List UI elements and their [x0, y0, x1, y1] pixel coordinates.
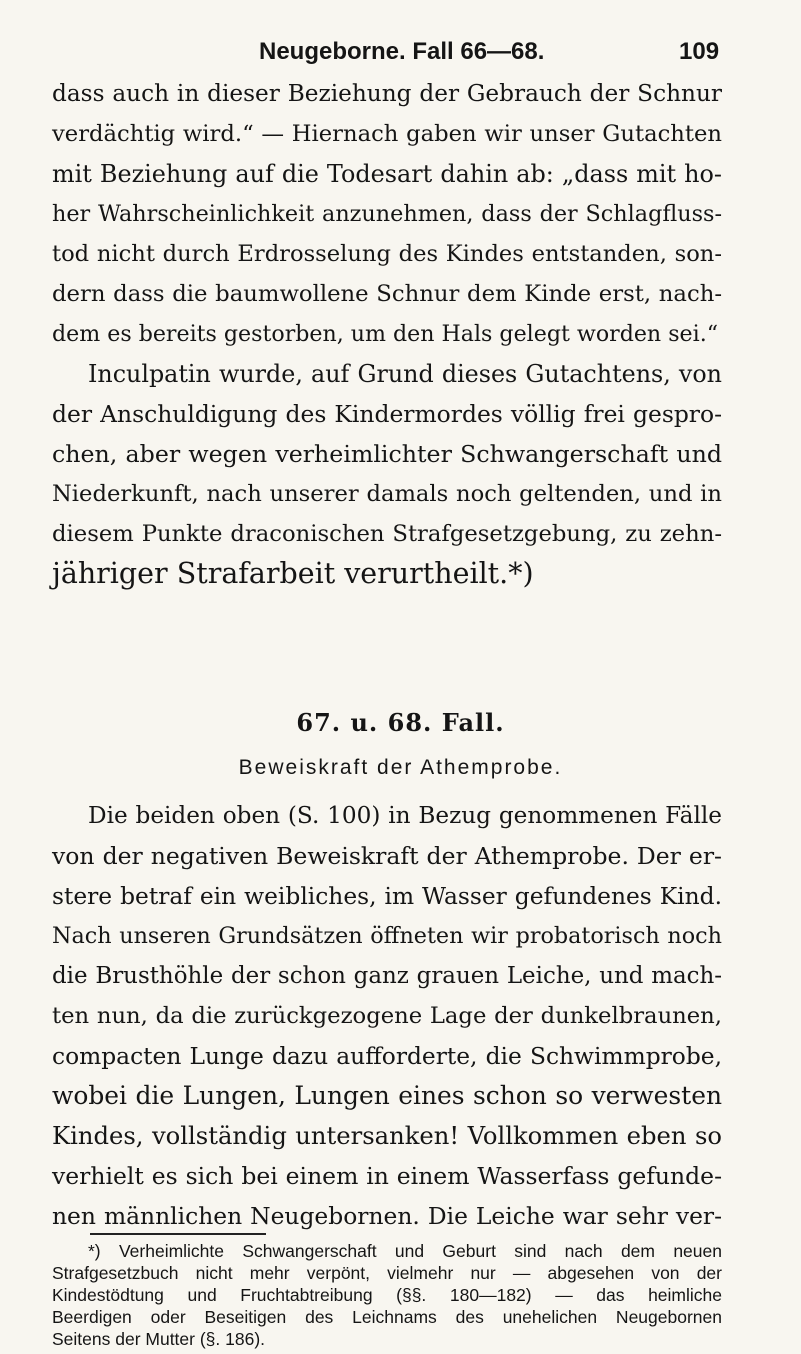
footnote-line: Beerdigen oder Beseitigen des Leichnams des unehelichen Neugebornen: [52, 1307, 722, 1327]
footnote-line: Kindestödtung und Fruchtabtreibung (§§. 180—182) — das heimliche: [52, 1285, 722, 1305]
text-line: wobei die Lungen, Lungen eines schon so verwesten: [52, 1081, 722, 1110]
text-line: die Brusthöhle der schon ganz grauen Leiche, und mach-: [52, 963, 722, 989]
text-line: Die beiden oben (S. 100) in Bezug genommenen Fälle: [88, 802, 722, 829]
text-line: dass auch in dieser Beziehung der Gebrauch der Schnur: [52, 80, 722, 107]
text-line: dern dass die baumwollene Schnur dem Kinde erst, nach-: [52, 281, 722, 307]
footnote-rule: [90, 1233, 266, 1235]
text-line: dem es bereits gestorben, um den Hals gelegt worden sei.“: [52, 321, 719, 347]
page-number: 109: [679, 38, 720, 65]
text-line: nen männlichen Neugebornen. Die Leiche war sehr ver-: [52, 1202, 722, 1230]
text-line: der Anschuldigung des Kindermordes völlig frei gespro-: [52, 400, 722, 428]
text-line: her Wahrscheinlichkeit anzunehmen, dass der Schlagfluss-: [52, 201, 722, 227]
text-line: compacten Lunge dazu aufforderte, die Schwimmprobe,: [52, 1042, 722, 1070]
text-line: Inculpatin wurde, auf Grund dieses Gutachtens, von: [88, 360, 722, 388]
running-head-title: Neugeborne. Fall 66—68.: [259, 38, 545, 65]
text-line: Kindes, vollständig untersanken! Vollkommen eben so: [52, 1121, 722, 1150]
running-head: [259, 38, 719, 66]
text-line: Nach unseren Grundsätzen öffneten wir probatorisch noch: [52, 923, 722, 949]
case-heading: 67. u. 68. Fall.: [296, 708, 505, 737]
text-line: ten nun, da die zurückgezogene Lage der dunkelbraunen,: [52, 1003, 722, 1029]
text-line: tod nicht durch Erdrosselung des Kindes entstanden, son-: [52, 241, 722, 267]
footnote-line: Seitens der Mutter (§. 186).: [52, 1329, 266, 1349]
text-line: verhielt es sich bei einem in einem Wasserfass gefunde-: [52, 1162, 722, 1190]
text-line: chen, aber wegen verheimlichter Schwangerschaft und: [52, 440, 722, 468]
case-subheading: Beweiskraft der Athemprobe.: [238, 756, 563, 779]
text-line: stere betraf ein weibliches, im Wasser gefundenes Kind.: [52, 882, 722, 910]
footnote-line: *) Verheimlichte Schwangerschaft und Geburt sind nach dem neuen: [88, 1241, 722, 1261]
text-line: mit Beziehung auf die Todesart dahin ab: „dass mit ho-: [52, 160, 722, 188]
footnote-line: Strafgesetzbuch nicht mehr verpönt, vielmehr nur — abgesehen von der: [52, 1263, 722, 1283]
text-line: diesem Punkte draconischen Strafgesetzgebung, zu zehn-: [52, 521, 722, 547]
text-line: von der negativen Beweiskraft der Athemprobe. Der er-: [52, 842, 722, 870]
text-line: verdächtig wird.“ — Hiernach gaben wir unser Gutachten: [52, 121, 722, 147]
text-line: Niederkunft, nach unserer damals noch geltenden, und in: [52, 481, 722, 507]
text-line: jähriger Strafarbeit verurtheilt.*): [52, 557, 534, 590]
